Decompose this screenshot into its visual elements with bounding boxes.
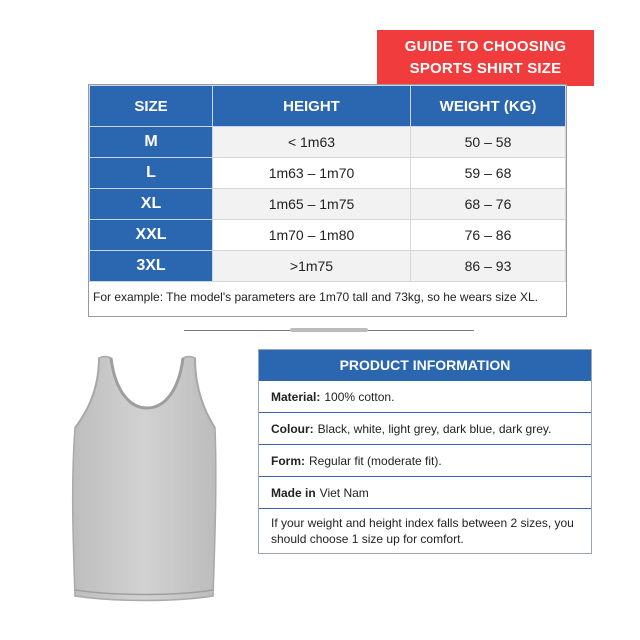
- material-value: 100% cotton.: [324, 389, 395, 404]
- table-row: [90, 220, 566, 251]
- tank-top-icon: [55, 350, 235, 610]
- size-cell: XL: [90, 189, 213, 220]
- tank-top-image: [55, 350, 235, 610]
- banner-line-2: SPORTS SHIRT SIZE: [409, 60, 562, 77]
- form-row: [259, 444, 591, 476]
- height-cell: 1m70 – 1m80: [213, 220, 411, 251]
- colour-label: Colour:: [271, 421, 314, 436]
- banner-line-1: GUIDE TO CHOOSING: [404, 38, 567, 55]
- material-row: [259, 380, 591, 412]
- size-cell: M: [90, 127, 213, 158]
- colour-row: [259, 412, 591, 444]
- made-in-value: Viet Nam: [319, 485, 369, 500]
- made-in-label: Made in: [271, 485, 316, 500]
- divider-accent: [290, 328, 368, 332]
- size-chart-table: [89, 85, 566, 282]
- header-weight: WEIGHT (KG): [411, 86, 566, 127]
- size-guide-banner: [377, 30, 594, 86]
- size-cell: 3XL: [90, 251, 213, 282]
- height-cell: >1m75: [213, 251, 411, 282]
- header-size: SIZE: [90, 86, 213, 127]
- header-height: HEIGHT: [213, 86, 411, 127]
- weight-cell: 59 – 68: [411, 158, 566, 189]
- made-in-row: [259, 476, 591, 508]
- product-info-box: [258, 349, 592, 554]
- height-cell: 1m65 – 1m75: [213, 189, 411, 220]
- table-row: [90, 189, 566, 220]
- height-cell: 1m63 – 1m70: [213, 158, 411, 189]
- size-advice-text: If your weight and height index falls between 2 sizes, you should choose 1 size up for comfort.: [271, 516, 574, 546]
- weight-cell: 68 – 76: [411, 189, 566, 220]
- table-row: [90, 251, 566, 282]
- form-value: Regular fit (moderate fit).: [309, 453, 442, 468]
- size-chart: [88, 84, 567, 317]
- weight-cell: 86 – 93: [411, 251, 566, 282]
- size-cell: XXL: [90, 220, 213, 251]
- table-row: [90, 127, 566, 158]
- colour-value: Black, white, light grey, dark blue, dark grey.: [317, 421, 552, 436]
- size-cell: L: [90, 158, 213, 189]
- height-cell: < 1m63: [213, 127, 411, 158]
- size-example-note: For example: The model's parameters are 1m70 tall and 73kg, so he wears size XL.: [93, 290, 538, 304]
- material-label: Material:: [271, 389, 321, 404]
- weight-cell: 76 – 86: [411, 220, 566, 251]
- table-row: [90, 158, 566, 189]
- size-advice-row: [259, 508, 591, 553]
- weight-cell: 50 – 58: [411, 127, 566, 158]
- product-info-title: PRODUCT INFORMATION: [259, 350, 591, 380]
- form-label: Form:: [271, 453, 305, 468]
